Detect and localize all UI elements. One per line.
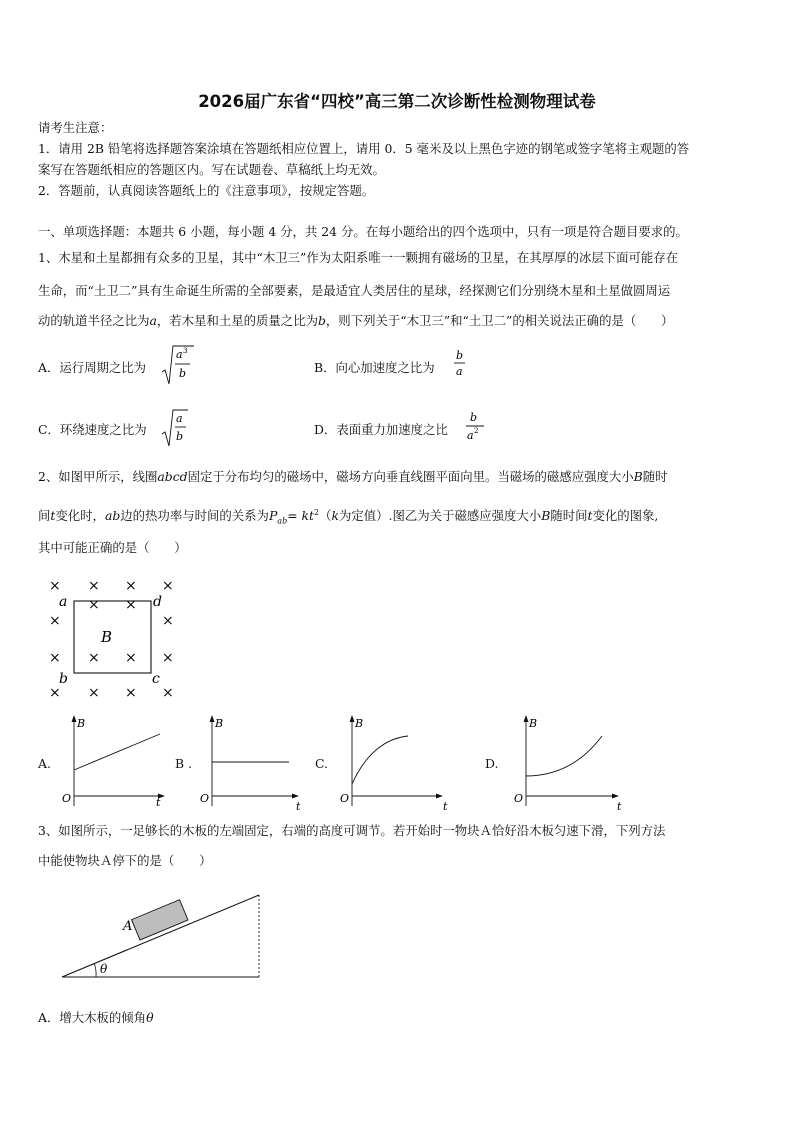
svg-text:t: t xyxy=(443,800,448,813)
graph-c-curve xyxy=(352,736,408,784)
svg-text:t: t xyxy=(156,796,161,809)
coil-label-b: b xyxy=(59,671,68,687)
field-cross-icon: × xyxy=(125,685,137,701)
block-a-label: A xyxy=(123,919,133,934)
field-cross-icon: × xyxy=(125,650,137,666)
q3-line-2: 中能使物块Ａ停下的是（ ） xyxy=(38,853,212,868)
q1-option-b: B．向心加速度之比为 xyxy=(314,360,435,375)
coil-label-c: c xyxy=(152,671,160,687)
field-cross-icon: × xyxy=(88,578,100,594)
coil-figure xyxy=(40,572,180,702)
q1-option-a-formula xyxy=(160,344,200,388)
q1-option-a: A．运行周期之比为 xyxy=(38,360,147,375)
notice-heading: 请考生注意： xyxy=(38,120,113,135)
page-title: 2026届广东省“四校”高三第二次诊断性检测物理试卷 xyxy=(198,92,596,111)
q1-line-1: 1、木星和土星都拥有众多的卫星，其中“木卫三”作为太阳系唯一一颗拥有磁场的卫星，在其厚厚的冰层下面可能存在 xyxy=(38,250,679,265)
notice-line-2: 2．答题前，认真阅读答题纸上的《注意事项》，按规定答题。 xyxy=(38,183,375,198)
field-cross-icon: × xyxy=(125,597,137,613)
svg-text:O: O xyxy=(514,792,524,805)
svg-text:t: t xyxy=(296,800,301,813)
section-heading: 一、单项选择题：本题共 6 小题，每小题 4 分，共 24 分。在每小题给出的四个选项中，只有一项是符合题目要求的。 xyxy=(38,224,688,239)
svg-text:a: a xyxy=(456,365,463,378)
graph-d-curve xyxy=(526,736,602,776)
field-cross-icon: × xyxy=(49,650,61,666)
field-cross-icon: × xyxy=(162,578,174,594)
incline-figure xyxy=(60,890,270,980)
coil-label-a: a xyxy=(59,594,68,610)
svg-text:O: O xyxy=(340,792,350,805)
svg-text:b: b xyxy=(456,349,464,362)
svg-text:b: b xyxy=(470,411,478,424)
svg-text:a: a xyxy=(467,429,474,442)
q2-line-3: 其中可能正确的是（ ） xyxy=(38,540,187,555)
graph-b-label: B . xyxy=(175,756,192,771)
field-cross-icon: × xyxy=(49,613,61,629)
graph-a xyxy=(60,712,180,812)
field-cross-icon: × xyxy=(88,685,100,701)
svg-text:B: B xyxy=(215,717,224,730)
theta-label: θ xyxy=(100,962,108,976)
notice-line-1a: 1．请用 2B 铅笔将选择题答案涂填在答题纸相应位置上，请用 0．5 毫米及以上黑色字迹的钢笔或签字笔将主观题的答 xyxy=(38,141,690,156)
graph-a-label: A. xyxy=(38,756,51,771)
svg-text:a: a xyxy=(176,412,183,425)
q1-option-d: D．表面重力加速度之比 xyxy=(314,422,448,437)
svg-text:t: t xyxy=(617,800,622,813)
coil-square xyxy=(74,601,151,673)
svg-text:O: O xyxy=(62,792,72,805)
graph-c-label: C. xyxy=(315,756,328,771)
block-a xyxy=(132,900,188,940)
field-cross-icon: × xyxy=(125,578,137,594)
q1-option-d-formula xyxy=(464,410,488,450)
q2-line-1: 2、如图甲所示，线圈abcd固定于分布均匀的磁场中，磁场方向垂直线圈平面向里。当磁场的磁感应强度大小B随时 xyxy=(38,469,668,484)
q2-line-2: 间t变化时，ab边的热功率与时间的关系为$P_{ab}= kt^2(k$为定值）.图乙为关于磁感应强度大小B随时间t变化的图象, xyxy=(38,508,659,526)
graph-b xyxy=(198,712,318,812)
field-cross-icon: × xyxy=(162,685,174,701)
graph-c xyxy=(338,712,458,812)
q3-option-a: A．增大木板的倾角θ xyxy=(38,1010,154,1025)
field-cross-icon: × xyxy=(88,650,100,666)
field-cross-icon: × xyxy=(49,685,61,701)
svg-text:b: b xyxy=(179,367,187,380)
svg-text:B: B xyxy=(77,717,86,730)
q3-line-1: 3、如图所示，一足够长的木板的左端固定，右端的高度可调节。若开始时一物块Ａ恰好沿木板匀速下滑，下列方法 xyxy=(38,823,666,838)
coil-label-d: d xyxy=(153,594,162,610)
svg-text:O: O xyxy=(200,792,210,805)
q1-option-c-formula xyxy=(160,408,194,450)
svg-text:b: b xyxy=(176,430,184,443)
graph-a-curve xyxy=(74,734,160,770)
svg-text:3: 3 xyxy=(183,347,188,355)
svg-text:B: B xyxy=(529,717,538,730)
q1-option-c: C．环绕速度之比为 xyxy=(38,422,147,437)
field-cross-icon: × xyxy=(88,597,100,613)
coil-label-B: B xyxy=(101,628,113,646)
graph-d-label: D. xyxy=(485,756,499,771)
q1-option-b-formula xyxy=(452,348,472,388)
svg-text:2: 2 xyxy=(474,427,479,435)
svg-text:a: a xyxy=(176,348,183,361)
field-cross-icon: × xyxy=(162,613,174,629)
q1-line-3: 动的轨道半径之比为a，若木星和土星的质量之比为b，则下列关于“木卫三”和“土卫二”的相关说法正确的是（ ） xyxy=(38,313,674,328)
svg-text:B: B xyxy=(355,717,364,730)
graph-d xyxy=(512,712,632,812)
field-cross-icon: × xyxy=(162,650,174,666)
notice-line-1b: 案写在答题纸相应的答题区内。写在试题卷、草稿纸上均无效。 xyxy=(38,162,385,177)
q1-line-2: 生命，而“土卫二”具有生命诞生所需的全部要素，是最适宜人类居住的星球，经探测它们分别绕木星和土星做圆周运 xyxy=(38,283,671,298)
field-cross-icon: × xyxy=(49,578,61,594)
